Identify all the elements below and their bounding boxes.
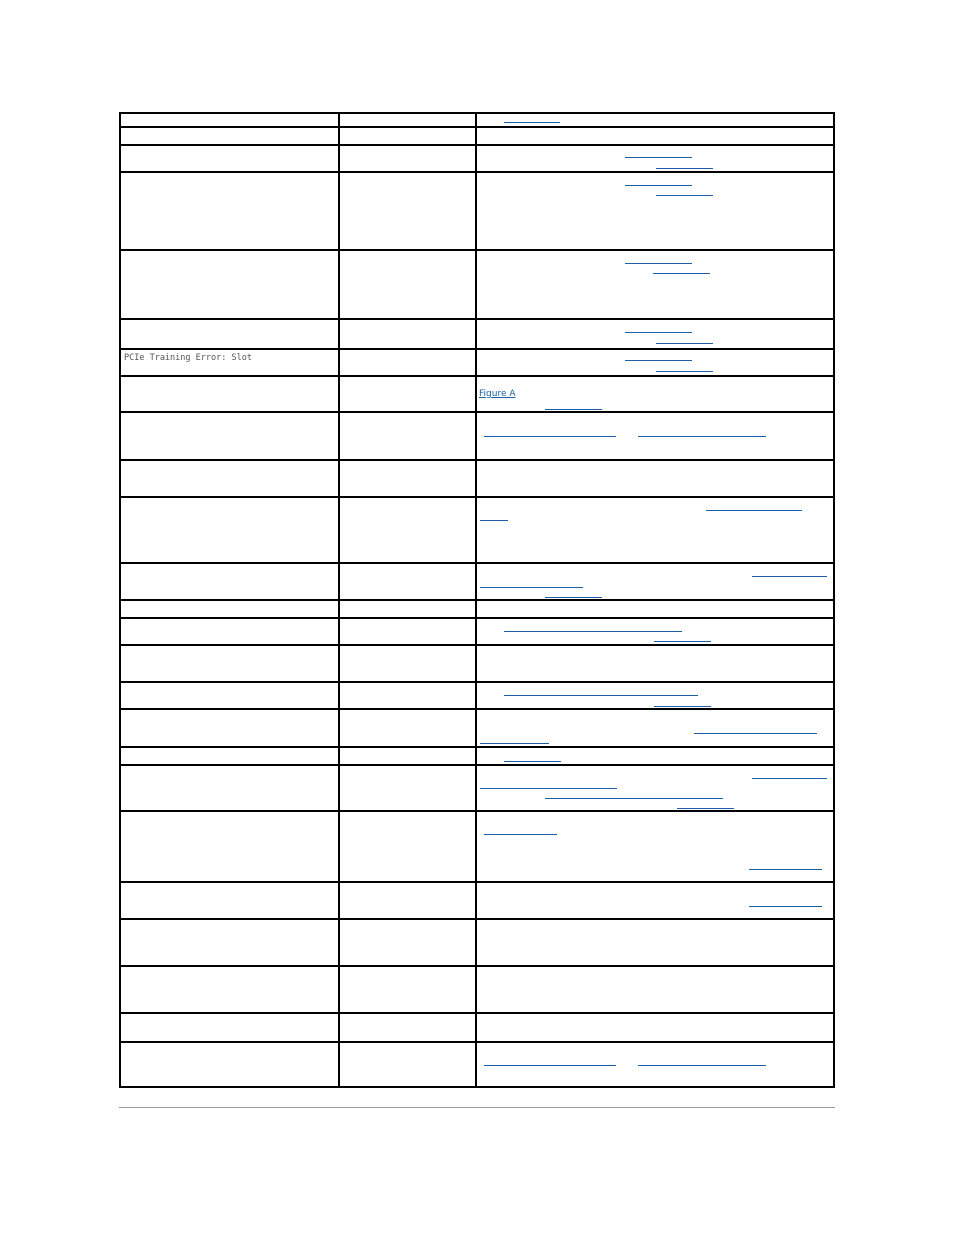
- table-link[interactable]: [545, 798, 723, 799]
- row-divider: [121, 348, 833, 350]
- table-link[interactable]: [749, 906, 822, 907]
- table-link[interactable]: [480, 587, 583, 588]
- row-divider: [121, 496, 833, 498]
- row-divider: [121, 708, 833, 710]
- table-link[interactable]: [625, 263, 692, 264]
- row-divider: [121, 965, 833, 967]
- table-link[interactable]: [653, 273, 710, 274]
- table-link[interactable]: [545, 409, 602, 410]
- row-divider: [121, 171, 833, 173]
- row-divider: [121, 459, 833, 461]
- row-divider: [121, 318, 833, 320]
- table-link[interactable]: [638, 436, 766, 437]
- row-divider: [121, 881, 833, 883]
- error-message-text: PCIe Training Error: Slot: [124, 353, 252, 363]
- table-link[interactable]: [656, 195, 713, 196]
- table-link[interactable]: [638, 1065, 766, 1066]
- footer-rule: [119, 1107, 835, 1108]
- table-link[interactable]: [625, 157, 692, 158]
- row-divider: [121, 681, 833, 683]
- table-link[interactable]: [625, 360, 692, 361]
- row-divider: [121, 617, 833, 619]
- table-link[interactable]: [656, 371, 713, 372]
- table-link[interactable]: [480, 743, 549, 744]
- table-link[interactable]: [545, 597, 602, 598]
- row-divider: [121, 126, 833, 128]
- table-link[interactable]: [480, 520, 508, 521]
- table-link[interactable]: [484, 1065, 616, 1066]
- figure-a-link[interactable]: Figure A: [479, 389, 516, 399]
- table-link[interactable]: [504, 122, 560, 123]
- row-divider: [121, 411, 833, 413]
- row-divider: [121, 375, 833, 377]
- row-divider: [121, 1012, 833, 1014]
- table-link[interactable]: [484, 436, 616, 437]
- table-link[interactable]: [625, 332, 692, 333]
- table-link[interactable]: [694, 733, 817, 734]
- table-link[interactable]: [654, 706, 711, 707]
- row-divider: [121, 918, 833, 920]
- table-link[interactable]: [484, 834, 557, 835]
- table-link[interactable]: [504, 695, 698, 696]
- table-link[interactable]: [752, 576, 827, 577]
- row-divider: [121, 144, 833, 146]
- row-divider: [121, 644, 833, 646]
- row-divider: [121, 764, 833, 766]
- row-divider: [121, 562, 833, 564]
- table-link[interactable]: [625, 185, 692, 186]
- table-link[interactable]: [480, 788, 617, 789]
- table-link[interactable]: [749, 869, 822, 870]
- table-link[interactable]: [656, 168, 713, 169]
- row-divider: [121, 599, 833, 601]
- row-divider: [121, 746, 833, 748]
- row-divider: [121, 249, 833, 251]
- table-link[interactable]: [504, 631, 682, 632]
- table-link[interactable]: [654, 641, 711, 642]
- table-link[interactable]: [504, 761, 561, 762]
- error-message-table: [119, 112, 835, 1088]
- table-link[interactable]: [706, 510, 802, 511]
- table-link[interactable]: [752, 778, 827, 779]
- row-divider: [121, 1041, 833, 1043]
- table-link[interactable]: [677, 808, 734, 809]
- row-divider: [121, 810, 833, 812]
- table-link[interactable]: [656, 343, 713, 344]
